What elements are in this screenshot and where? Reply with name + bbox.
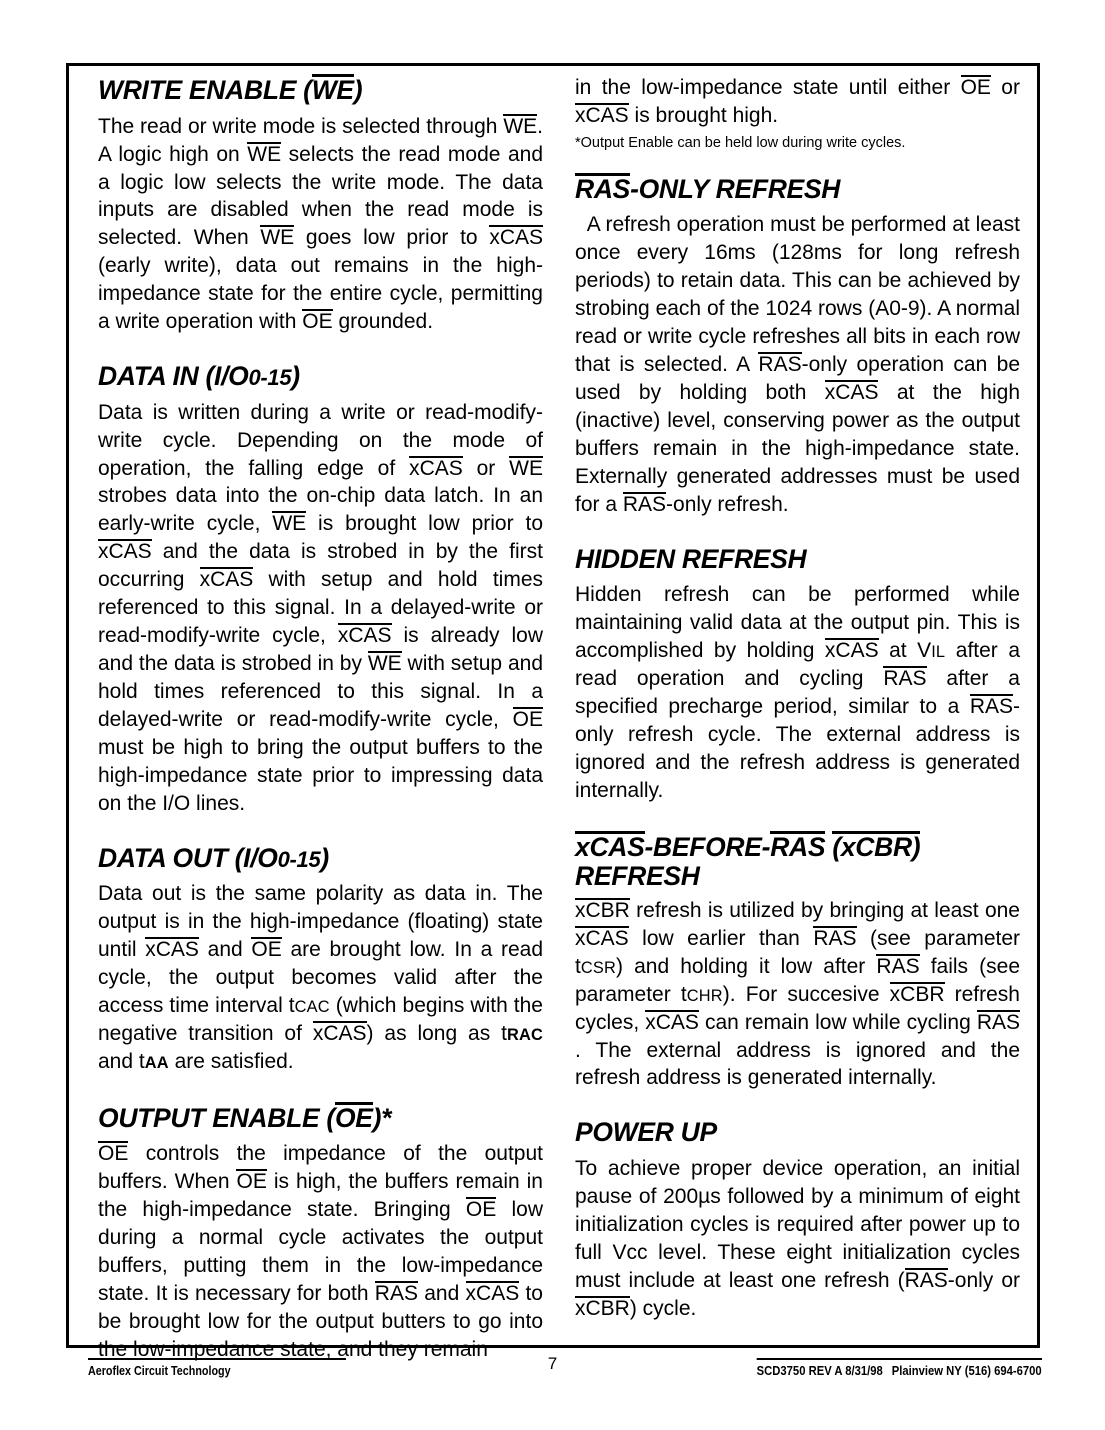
text-run: -only or [947,1268,1026,1292]
text-run: and [417,1281,466,1305]
text-run: refresh cycles, [575,982,1026,1034]
parameter-vil: IL [931,643,946,662]
two-column-body [98,74,1026,1361]
right-column [575,74,1026,1329]
footer-location: Plainview NY (516) 694-6700 [892,1364,1042,1378]
text-run: after a specified precharge period, similar to a [575,666,1026,718]
parameter-tcsr: CSR [580,958,616,977]
signal-xcas-overline: xCAS [98,540,152,564]
signal-xcas-overline: xCAS [312,1021,367,1045]
section-spacer [98,1076,543,1102]
text-run: with setup and hold times referenced to this signal. In a delayed-write or read-modify-write cycle, [98,652,549,731]
paragraph-xcbr-refresh [575,897,1026,1092]
heading-space [825,832,832,862]
text-run: (see parameter t [575,926,1026,978]
text-run: are satisfied. [168,1049,294,1073]
text-run: is high, the buffers remain in the high-impedance state. Bringing [98,1170,549,1222]
paragraph-output-enable-continued [575,74,1026,130]
signal-xcbr-overline: xCBR [575,898,630,922]
text-run: selects the read mode and a logic low selects the write mode. The data inputs are disabled when the read mode is selected. When [98,142,549,250]
text-run: low during a normal cycle activates the output buffers, putting them in the low-impedance state. It is necessary for both [98,1198,549,1305]
heading-suffix: ) [320,842,329,873]
parameter-taa: AA [144,1053,169,1072]
text-run: -only refresh cycle. The external address is ignored and the refresh address is generated internally. [575,694,1026,802]
text-run: To achieve proper device operation, an initial pause of 200µs followed by a minimum of eight initialization cycles is required after power up to full Vcc level. These eight initialization cycles must include at least one refresh ( [575,1157,1026,1292]
signal-we-overline: WE [272,512,307,536]
text-run: at the high (inactive) level, conserving power as the output buffers remain in the high-impedance state. Externally generated addresses must be used for a [575,380,1026,516]
signal-xcas-overline: xCAS [465,1281,520,1305]
footer-doc-id: SCD3750 REV A 8/31/98 [756,1364,884,1378]
parameter-tchr: CHR [686,986,723,1005]
section-heading-write-enable [98,74,543,106]
signal-oe-overline: OE [512,707,543,731]
signal-ras-overline: RAS [622,492,667,516]
signal-oe-overline: OE [302,310,333,334]
signal-xcas-overline: xCAS [575,831,645,862]
text-run: -only refresh. [666,492,789,516]
heading-suffix: ) [353,75,363,105]
text-run: with setup and hold times referenced to this signal. In a delayed-write or read-modify-write cycle, [98,568,549,648]
parameter-tcac: CAC [294,997,330,1016]
text-run: are brought low. In a read cycle, the output becomes valid after the access time interval t [98,938,549,1017]
heading-text: DATA IN (I/O [98,361,249,392]
text-run: ). For succesive [722,982,890,1006]
footnote-output-enable: *Output Enable can be held low during write cycles. [575,134,906,151]
signal-we-overline: WE [311,75,354,105]
section-heading-data-out [98,844,543,874]
section-spacer [575,153,1020,173]
text-run: A refresh operation must be performed at least once every 16ms (128ms for long refresh periods) to retain data. This can be achieved by strobing each of the 1024 rows (A0-9). A normal read or write cycle refreshes all bits in each row that is selected. A [575,213,1026,376]
footer-page-number: 7 [547,1354,558,1373]
signal-we-overline: WE [247,142,282,166]
signal-oe-overline: OE [960,76,991,99]
signal-xcas-overline: xCAS [575,926,629,950]
paragraph-ras-only-refresh [575,211,1026,518]
section-spacer [575,1092,1020,1118]
text-run: ) and holding it low after [615,954,877,978]
section-spacer [98,818,543,844]
text-run: low earlier than [628,926,814,950]
signal-xcas-overline: xCAS [645,1010,699,1034]
text-run: and [198,938,252,962]
heading-line-2: REFRESH [575,861,700,892]
section-heading-ras-only-refresh [575,173,1020,205]
text-run: ) as long as t [366,1021,507,1045]
text-run: (early write), data out remains in the high-impedance state for the entire cycle, permitting a write operation with [98,226,549,334]
signal-ras-overline: RAS [770,831,826,862]
text-run: is brought high. [628,103,779,127]
signal-oe-overline: OE [251,938,282,962]
heading-text: -BEFORE- [644,831,771,862]
text-run: can remain low while cycling [698,1010,977,1034]
text-run: (which begins with the negative transition of [98,993,549,1045]
text-run: refresh is utilized by bringing at least one [629,898,1026,922]
page-footer [0,1352,1105,1398]
signal-oe-overline: OE [98,1142,129,1166]
section-spacer [575,519,1020,545]
text-run: at V [878,639,932,663]
heading-text: -ONLY REFRESH [630,173,841,204]
section-heading-hidden-refresh: HIDDEN REFRESH [575,543,807,574]
signal-ras-overline: RAS [813,926,857,950]
footer-company-name: Aeroflex Circuit Technology [88,1358,346,1378]
signal-xcas-overline: xCAS [575,103,629,127]
text-run: . The external address is ignored and the refresh address is generated internally. [575,1038,1026,1090]
signal-xcas-overline: xCAS [199,568,254,592]
section-spacer [575,805,1020,831]
text-run: fails (see parameter t [575,954,1026,1006]
footer-doc-info [757,1358,1042,1378]
paragraph-data-out [98,880,549,1075]
signal-xcbr-overline: xCBR [889,982,945,1006]
text-run: controls the impedance of the output buffers. When [98,1142,549,1194]
signal-xcbr-overline: (xCBR) [832,831,921,862]
text-run: in the low-impedance state until either [575,76,961,99]
section-heading-data-in [98,362,543,392]
text-run: and the data is strobed in by the first occurring [98,540,549,592]
heading-suffix: ) [291,361,300,392]
paragraph-write-enable [98,113,549,336]
signal-oe-overline: OE [334,1102,373,1133]
text-run: ) cycle. [629,1296,697,1320]
signal-xcas-overline: xCAS [145,938,199,962]
paragraph-power-up [575,1155,1026,1323]
text-run: is brought low prior to [306,512,549,536]
signal-we-overline: WE [260,226,295,250]
text-run: or [990,76,1026,99]
text-run: -only operation can be used by holding both [575,352,1026,404]
signal-ras-overline: RAS [575,173,631,204]
paragraph-output-enable [98,1140,549,1363]
text-run: strobes data into the on-chip data latch. In an early-write cycle, [98,456,549,536]
heading-text: WRITE ENABLE ( [98,75,312,105]
signal-we-overline: WE [367,652,402,676]
signal-ras-overline: RAS [969,694,1013,718]
section-heading-power-up: POWER UP [575,1117,717,1148]
signal-xcas-overline: xCAS [337,624,392,648]
signal-xcas-overline: xCAS [824,639,879,663]
text-run: grounded. [332,310,434,334]
text-run: must be high to bring the output buffers to the high-impedance state prior to impressing data on the I/O lines. [98,707,549,815]
signal-oe-overline: OE [465,1198,497,1222]
heading-text: DATA OUT (I/O [98,842,278,873]
heading-index: 0-15 [277,846,321,872]
text-run: The read or write mode is selected through [98,114,504,138]
heading-index: 0-15 [248,365,292,391]
signal-xcas-overline: xCAS [824,380,879,404]
heading-suffix: )* [372,1102,392,1133]
signal-ras-overline: RAS [374,1281,418,1305]
paragraph-hidden-refresh [575,581,1026,804]
signal-xcas-overline: xCAS [409,456,463,480]
text-run: after a read operation and cycling [575,639,1026,690]
text-run: to be brought low for the output butters to go into the low-impedance state, and they remain [98,1281,549,1361]
paragraph-data-in [98,399,549,818]
signal-we-overline: WE [503,114,538,138]
text-run: . A logic high on [98,114,548,166]
text-run: and t [98,1021,549,1073]
heading-text: OUTPUT ENABLE ( [98,1102,335,1133]
signal-xcas-overline: xCAS [489,226,543,250]
signal-we-overline: WE [509,456,543,480]
signal-ras-overline: RAS [976,1010,1021,1034]
signal-xcbr-overline: xCBR [575,1296,630,1320]
text-run: or [462,456,510,480]
signal-ras-overline: RAS [876,954,920,978]
text-run: goes low prior to [294,226,490,250]
left-column [98,74,549,1361]
signal-oe-overline: OE [236,1170,267,1194]
signal-ras-overline: RAS [904,1268,948,1292]
signal-ras-overline: RAS [758,352,802,376]
text-run: Data out is the same polarity as data in. The output is in the high-impedance (floating) state until [98,882,549,962]
section-heading-xcbr-refresh [575,831,1020,892]
text-run: is already low and the data is strobed in by [98,624,549,676]
signal-ras-overline: RAS [883,666,927,690]
parameter-trac: RAC [506,1025,544,1044]
section-heading-output-enable [98,1102,543,1134]
section-spacer [98,336,543,362]
text-run: Hidden refresh can be performed while maintaining valid data at the output pin. This is accomplished by holding [575,583,1026,663]
text-run: Data is written during a write or read-modify-write cycle. Depending on the mode of operation, the falling edge of [98,400,549,480]
